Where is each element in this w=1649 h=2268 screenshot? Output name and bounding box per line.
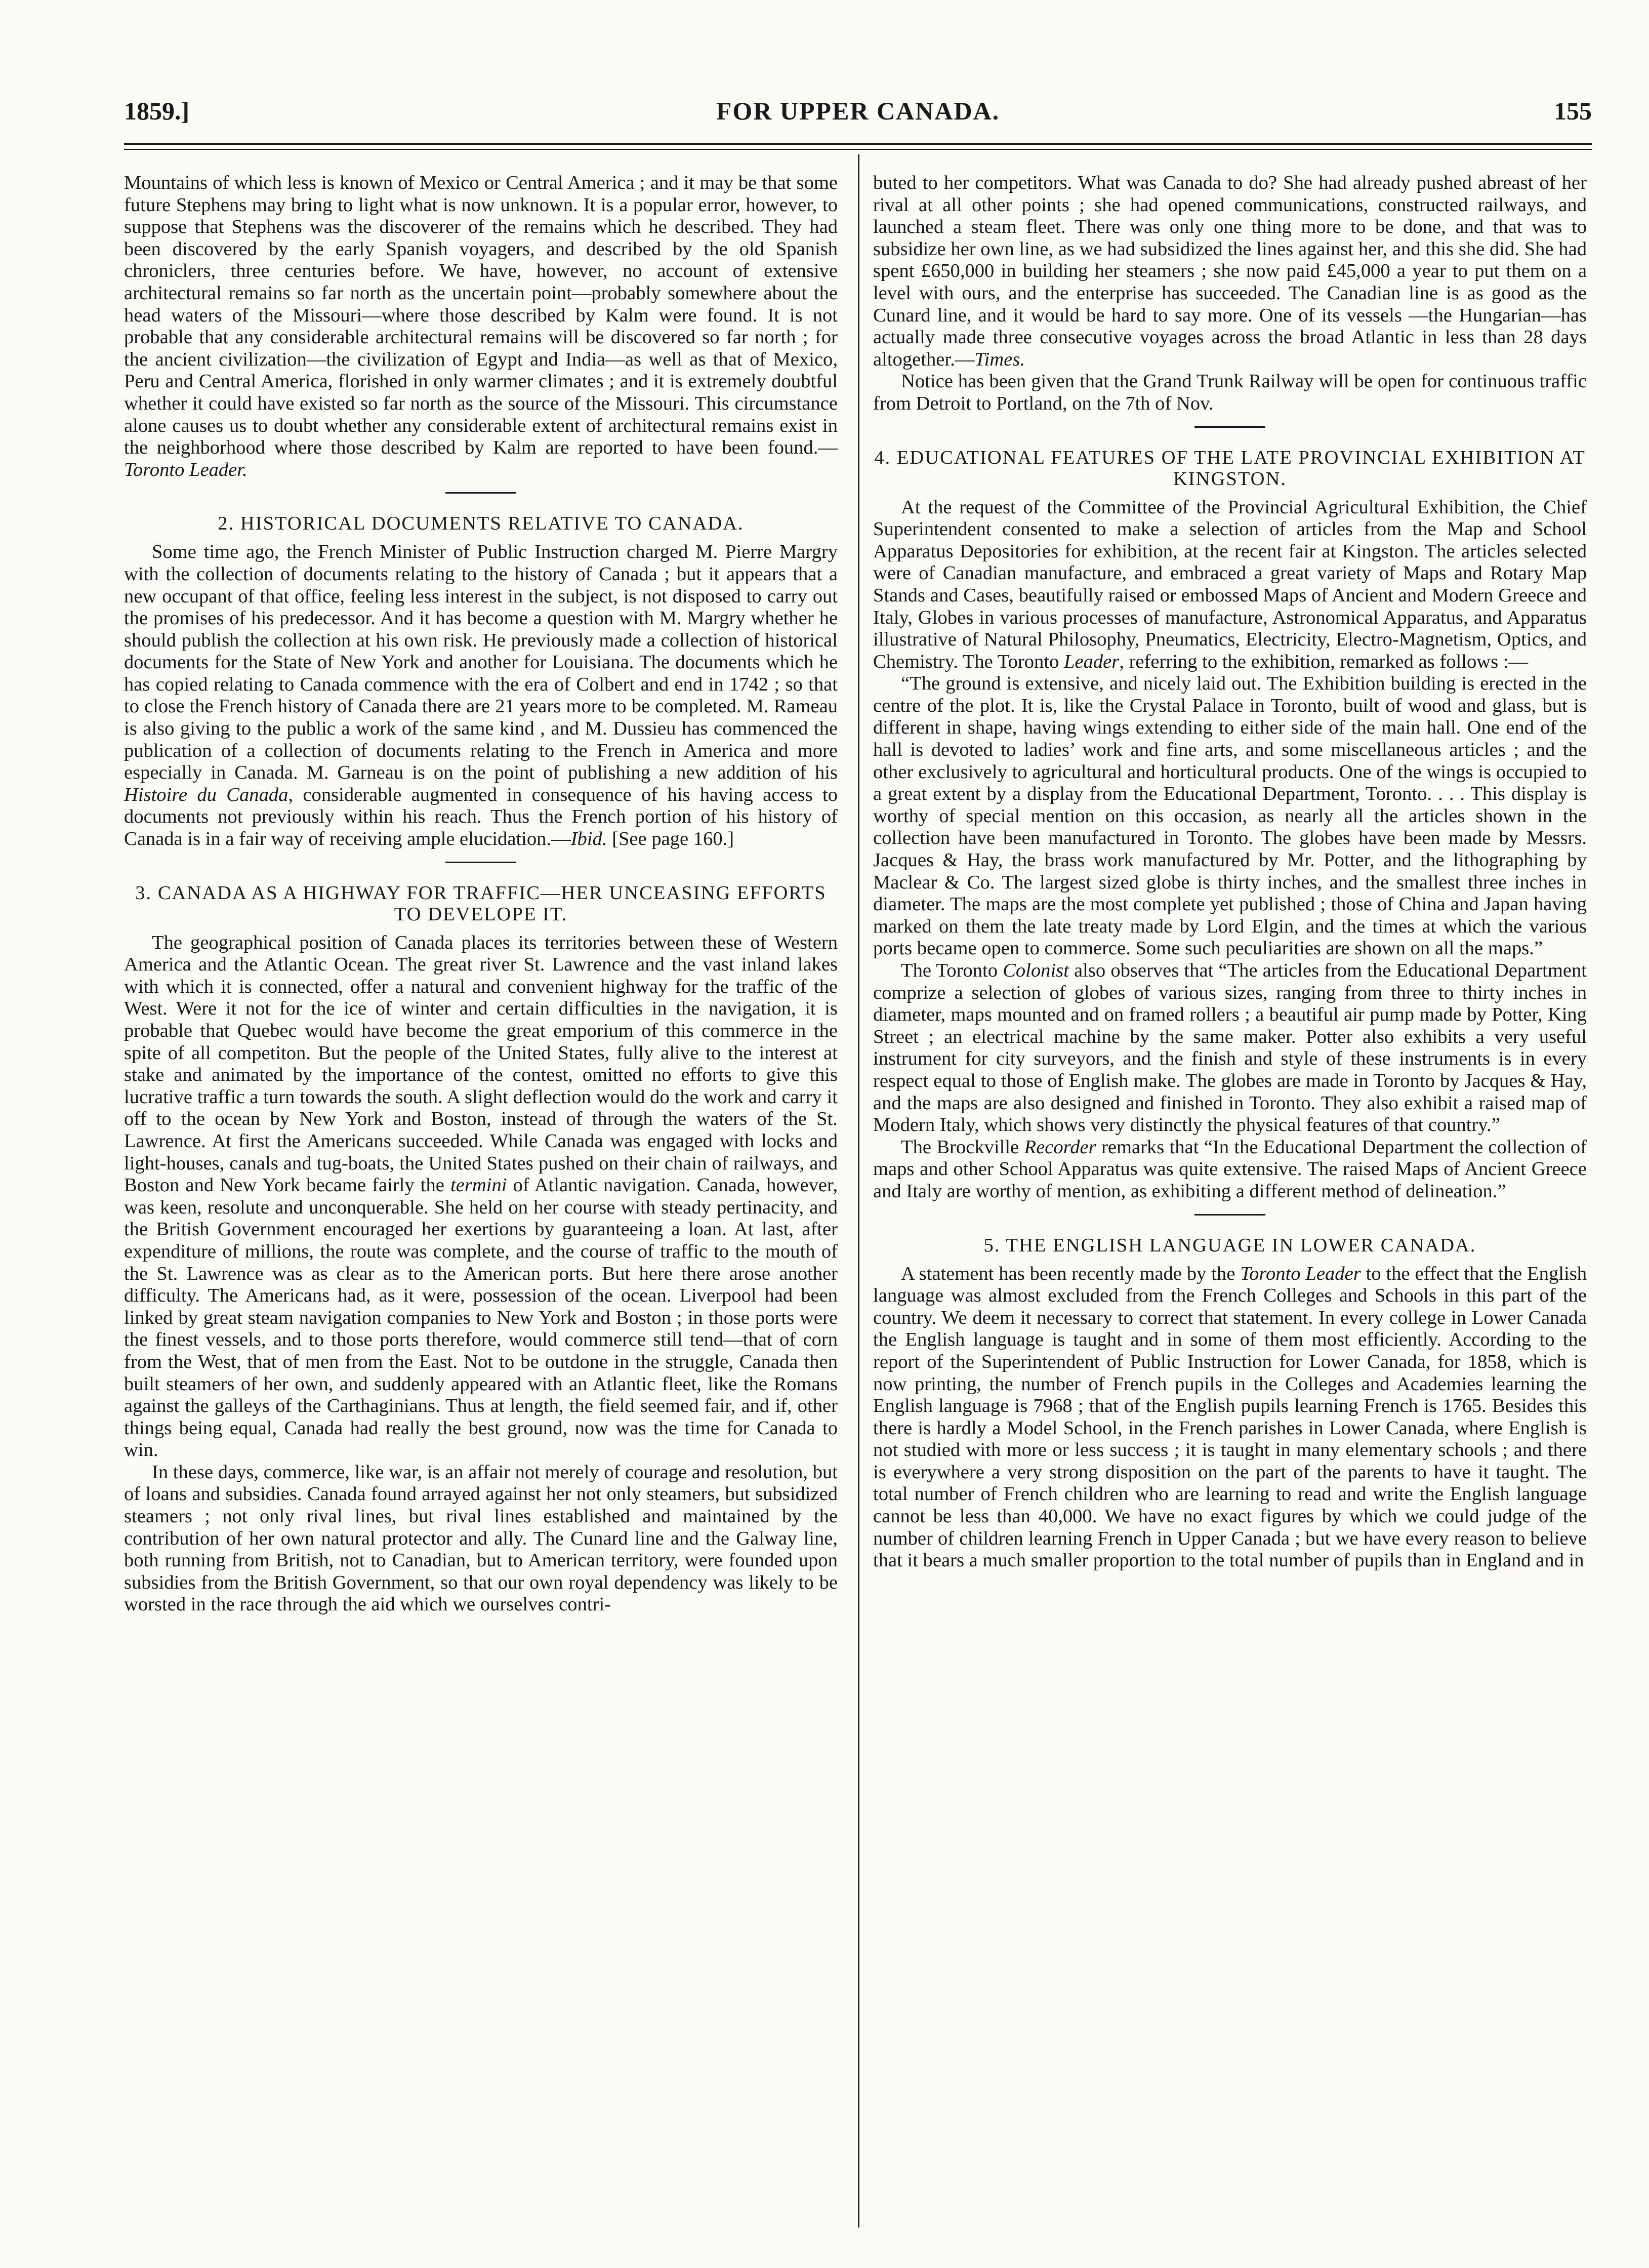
section-divider: [1194, 1214, 1265, 1216]
left-column: [124, 172, 838, 2228]
paragraph: buted to her competitors. What was Canada to do? She had already pushed abreast of her rival at all other points ; she had opened communications, constructed railways, and launched a steam fleet. There was only one thing more to be done, and that was to subsidize her own line, as we had subsidized the lines against her, and this she did. She had spent £650,000 in building her steamers ; she now paid £45,000 a year to put them on a level with ours, and the enterprise has succeeded. The Canadian line is as good as the Cunard line, and it would be hard to say more. One of its vessels —the Hungarian—has actually made three consecutive voyages across the broad Atlantic in less than 28 days altogether.—Times.: [873, 172, 1587, 370]
section-divider: [1194, 426, 1265, 428]
paragraph: At the request of the Committee of the Provincial Agricultural Exhibition, the Chief Superintendent consented to make a selection of articles from the Map and School Apparatus Depositories for exhibition, at the recent fair at Kingston. The articles selected were of Canadian manufacture, and embraced a great variety of Maps and Rotary Map Stands and Cases, beautifully raised or embossed Maps of Ancient and Modern Greece and Italy, Globes in various processes of manufacture, Astronomical Apparatus, and Apparatus illustrative of Natural Philosophy, Pneumatics, Electricity, Electro-Magnetism, Optics, and Chemistry. The Toronto Leader, referring to the exhibition, remarked as follows :—: [873, 496, 1587, 672]
header-rule-thick: [124, 143, 1592, 145]
page-title: FOR UPPER CANADA.: [716, 97, 1000, 125]
source-citation: Ibid.: [570, 828, 607, 850]
paragraph: The Toronto Colonist also observes that “The articles from the Educational Department comprize a selection of globes of various sizes, ranging from three to thirty inches in diameter, maps mounted and on framed rollers ; a beautiful air pump made by Potter, King Street ; an electrical machine by the same maker. Potter also exhibits a very useful instrument for city surveyors, and the finish and style of these instruments is in every respect equal to those of English make. The globes are made in Toronto by Jacques & Hay, and the maps are also designed and finished in Toronto. They also exhibit a raised map of Modern Italy, which shows very distinctly the physical features of that country.”: [873, 960, 1587, 1136]
source-citation: Toronto Leader.: [124, 459, 248, 480]
section-divider: [445, 492, 516, 494]
paragraph: The geographical position of Canada places its territories between these of Western America and the Atlantic Ocean. The great river St. Lawrence and the vast inland lakes with which it is connected, offer a natural and convenient highway for the traffic of the West. Were it not for the ice of winter and certain difficulties in the navigation, it is probable that Quebec would have become the great emporium of this commerce in the spite of all competiton. But the people of the United States, fully alive to the interest at stake and animated by the importance of the contest, omitted no efforts to give this lucrative traffic a turn towards the south. A slight deflection would do the work and carry it off to the ocean by New York and Boston, instead of through the waters of the St. Lawrence. At first the Americans succeeded. While Canada was engaged with locks and light-houses, canals and tug-boats, the United States pushed on their chain of railways, and Boston and New York became fairly the termini of Atlantic navigation. Canada, however, was keen, resolute and unconquerable. She held on her course with steady pertinacity, and the British Government encouraged her exertions by guaranteeing a loan. At last, after expenditure of millions, the route was complete, and the course of traffic to the mouth of the St. Lawrence was as clear as to the American ports. But here there arose another difficulty. The Americans had, as it were, possession of the ocean. Liverpool had been linked by great steam navigation companies to New York and Boston ; in those ports were the finest vessels, and to those ports therefore, would commerce still tend—that of corn from the West, that of men from the East. Not to be outdone in the struggle, Canada then built steamers of her own, and suddenly appeared with an Atlantic fleet, like the Romans against the galleys of the Carthaginians. Thus at length, the field seemed fair, and if, other things being equal, Canada had really the best ground, now was the time for Canada to win.: [124, 932, 838, 1461]
paragraph: The Brockville Recorder remarks that “In the Educational Department the collection of maps and other School Apparatus was quite extensive. The raised Maps of Ancient Greece and Italy are worthy of mention, as exhibiting a different method of delineation.”: [873, 1136, 1587, 1202]
page-number: 155: [1554, 97, 1592, 125]
source-citation: Times.: [974, 348, 1025, 370]
paragraph: In these days, commerce, like war, is an affair not merely of courage and resolution, but of loans and subsidies. Canada found arrayed against her not only steamers, but subsidized steamers ; not only rival lines, but rival lines established and maintained by the contribution of her own natural protector and ally. The Cunard line and the Galway line, both running from British, not to Canadian, but to American territory, were founded upon subsidies from the British Government, so that our own royal dependency was likely to be worsted in the race through the aid which we ourselves contri-: [124, 1461, 838, 1615]
paragraph: Mountains of which less is known of Mexico or Central America ; and it may be that some future Stephens may bring to light what is now unknown. It is a popular error, however, to suppose that Stephens was the discoverer of the remains which he described. They had been discovered by the early Spanish voyagers, and described by the old Spanish chroniclers, three centuries before. We have, however, no account of extensive architectural remains so far north as the uncertain point—probably somewhere about the head waters of the Missouri—where those described by Kalm were found. It is not probable that any considerable architectural remains will be discovered so far north ; for the ancient civilization—the civilization of Egypt and India—as well as that of Mexico, Peru and Central America, florished in only warmer climates ; and it is extremely doubtful whether it could have existed so far north as the source of the Missouri. This circumstance alone causes us to doubt whether any considerable extent of architectural remains exist in the neighborhood where those described by Kalm are reported to have been found.—Toronto Leader.: [124, 172, 838, 480]
paragraph: Notice has been given that the Grand Trunk Railway will be open for continuous traffic from Detroit to Portland, on the 7th of Nov.: [873, 371, 1587, 414]
page-year: 1859.]: [124, 97, 190, 125]
section-divider: [445, 862, 516, 863]
section-heading-3: 3. CANADA AS A HIGHWAY FOR TRAFFIC—HER UNCEASING EFFORTS TO DEVELOPE IT.: [135, 882, 827, 925]
right-column: [873, 172, 1587, 2228]
running-head: [124, 96, 1592, 137]
section-heading-5: 5. THE ENGLISH LANGUAGE IN LOWER CANADA.: [983, 1234, 1476, 1256]
page-reference: [See page 160.]: [607, 828, 734, 850]
section-heading-4: 4. EDUCATIONAL FEATURES OF THE LATE PROVINCIAL EXHIBITION AT KINGSTON.: [874, 447, 1586, 490]
column-divider: [858, 154, 859, 2228]
paragraph: Some time ago, the French Minister of Public Instruction charged M. Pierre Margry with the collection of documents relating to the history of Canada ; but it appears that a new occupant of that office, feeling less interest in the subject, is not disposed to carry out the promises of his predecessor. And it has become a question with M. Margry whether he should publish the collection at his own risk. He previously made a collection of historical documents for the State of New York and another for Louisiana. The documents which he has copied relating to Canada commence with the era of Colbert and end in 1742 ; so that to close the French history of Canada there are 21 years more to be completed. M. Rameau is also giving to the public a work of the same kind , and M. Dussieu has commenced the publication of a collection of documents relating to the French in America and more especially in Canada. M. Garneau is on the point of publishing a new addition of his Histoire du Canada, considerable augmented in consequence of his having access to documents not previously within his reach. Thus the French portion of his history of Canada is in a fair way of receiving ample elucidation.—Ibid. [See page 160.]: [124, 541, 838, 850]
section-heading-2: 2. HISTORICAL DOCUMENTS RELATIVE TO CANADA.: [218, 513, 744, 535]
quoted-paragraph: “The ground is extensive, and nicely laid out. The Exhibition building is erected in the centre of the plot. It is, like the Crystal Palace in Toronto, built of wood and glass, but is different in shape, having wings extending to either side of the main hall. One end of the hall is devoted to ladies’ work and fine arts, and some miscellaneous articles ; and the other exclusively to agricultural and horticultural products. One of the wings is occupied to a great extent by a display from the Educational Department, Toronto. . . . This display is worthy of special mention on this occasion, as nearly all the articles shown in the collection have been manufactured in Toronto. The globes have been made by Messrs. Jacques & Hay, the brass work manufactured by Mr. Potter, and the lithographing by Maclear & Co. The largest sized globe is thirty inches, and the smallest three inches in diameter. The maps are the most complete yet published ; those of China and Japan having marked on them the late treaty made by Lord Elgin, and the times at which the various ports became open to commerce. Some such peculiarities are shown on all the maps.”: [873, 673, 1587, 959]
paragraph: A statement has been recently made by the Toronto Leader to the effect that the English language was almost excluded from the French Colleges and Schools in this part of the country. We deem it necessary to correct that statement. In every college in Lower Canada the English language is taught and in some of them most efficiently. According to the report of the Superintendent of Public Instruction for Lower Canada, for 1858, which is now printing, the number of French pupils in the Colleges and Academies learning the English language is 7968 ; that of the English pupils learning French is 1765. Besides this there is hardly a Model School, in the French parishes in Lower Canada, where English is not studied with more or less success ; it is taught in many elementary schools ; and there is everywhere a very strong disposition on the part of the parents to have it taught. The total number of French children who are learning to read and write the English language cannot be less than 40,000. We have no exact figures by which we could judge of the number of children learning French in Upper Canada ; but we have every reason to believe that it bears a much smaller proportion to the total number of pupils than in England and in: [873, 1263, 1587, 1571]
header-rule-thin: [124, 149, 1592, 150]
